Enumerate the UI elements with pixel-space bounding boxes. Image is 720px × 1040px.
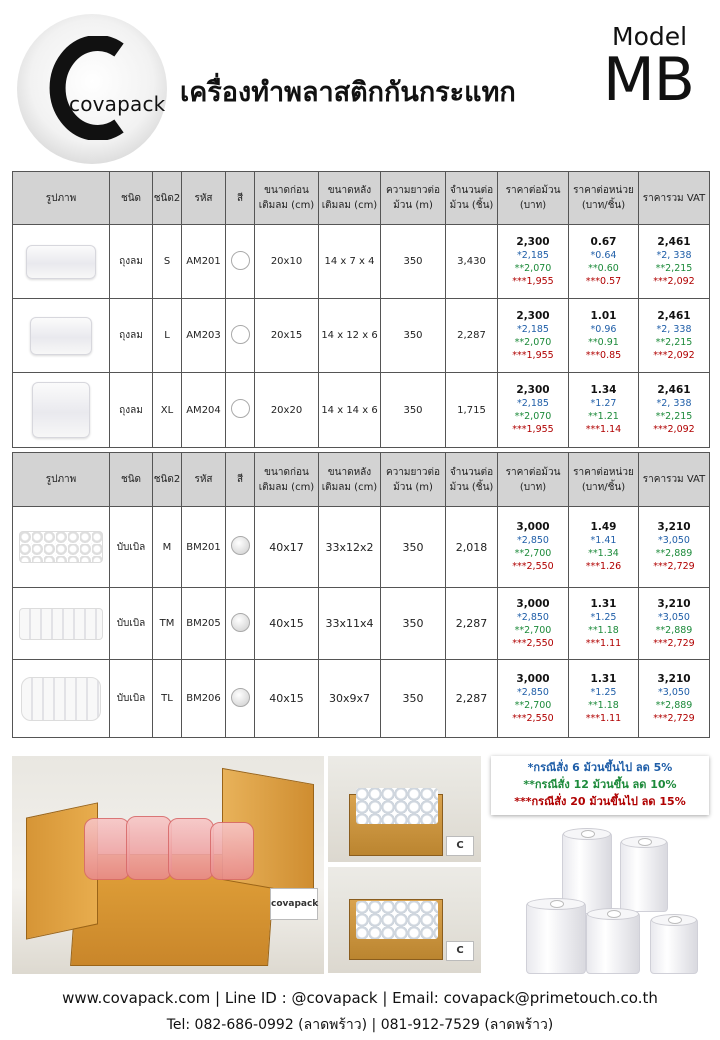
color-cell (226, 660, 255, 738)
type-cell: บับเบิล (110, 588, 153, 660)
price-tier1: *0.96 (590, 323, 617, 335)
before-size-cell: 20x20 (255, 373, 319, 448)
unit-price-cell (569, 373, 639, 448)
product-photo-box-bubble-2: C (328, 867, 481, 973)
header-cell: รูปภาพ (13, 453, 110, 507)
unit-price-cell (569, 507, 639, 588)
header-cell: ชนิด2 (153, 453, 182, 507)
price-tier3: ***2,092 (653, 275, 695, 287)
price-tier2: **2,700 (514, 548, 552, 559)
roll-price-cell (498, 225, 569, 299)
before-size-cell: 40x17 (255, 507, 319, 588)
price-base: 3,000 (516, 597, 550, 610)
price-tier1: *3,050 (658, 686, 690, 698)
type2-cell: TM (153, 588, 182, 660)
price-base: 0.67 (590, 235, 617, 248)
price-tier3: ***1.26 (585, 561, 622, 572)
type-cell: ถุงลม (110, 373, 153, 448)
logo-text: covapack (69, 92, 166, 116)
price-tier1: *2,185 (517, 323, 549, 335)
header-cell: ชนิด (110, 453, 153, 507)
roll-price-cell (498, 299, 569, 373)
product-image (13, 225, 110, 299)
price-tier2: **1.21 (588, 411, 619, 422)
header-cell: ราคาต่อม้วน (บาท) (498, 172, 569, 225)
color-swatch (231, 613, 250, 632)
price-tier1: *2, 338 (656, 323, 692, 335)
header-cell: จำนวนต่อ ม้วน (ชิ้น) (446, 172, 498, 225)
color-cell (226, 299, 255, 373)
header-cell: ชนิด2 (153, 172, 182, 225)
price-tier2: **2,889 (655, 624, 693, 636)
type2-cell: L (153, 299, 182, 373)
price-tier3: ***2,092 (653, 349, 695, 361)
color-swatch (231, 251, 250, 270)
pieces-cell: 2,287 (446, 299, 498, 373)
price-tier2: **2,700 (514, 699, 552, 711)
header-cell: ความยาวต่อ ม้วน (m) (381, 453, 446, 507)
header-cell: ขนาดก่อน เติมลม (cm) (255, 453, 319, 507)
pieces-cell: 2,287 (446, 660, 498, 738)
price-base: 2,300 (516, 235, 550, 248)
header-cell: ราคารวม VAT (639, 453, 710, 507)
price-tier2: **2,889 (655, 548, 693, 559)
bubble-table (12, 452, 710, 738)
product-photo-box-pink (12, 756, 324, 974)
after-size-cell: 33x12x2 (319, 507, 381, 588)
roll-price-cell (498, 373, 569, 448)
price-base: 3,210 (657, 672, 691, 685)
price-tier2: **2,215 (655, 336, 693, 348)
discount-box (491, 756, 709, 815)
header-cell: ราคาต่อหน่วย (บาท/ชิ้น) (569, 172, 639, 225)
product-photo-box-bubble-1: C (328, 756, 481, 862)
table-row (13, 373, 710, 448)
before-size-cell: 20x15 (255, 299, 319, 373)
price-tier2: **1.34 (588, 548, 619, 559)
price-tier3: ***2,729 (653, 561, 695, 572)
vat-price-cell (639, 660, 710, 738)
price-tier2: **1.18 (588, 699, 619, 711)
header-cell: ราคารวม VAT (639, 172, 710, 225)
price-tier1: *1.41 (590, 535, 617, 546)
price-tier2: **0.91 (588, 336, 619, 348)
after-size-cell: 33x11x4 (319, 588, 381, 660)
price-tier3: ***1,955 (512, 275, 554, 287)
product-image (13, 299, 110, 373)
length-cell: 350 (381, 660, 446, 738)
header-cell: ความยาวต่อ ม้วน (m) (381, 172, 446, 225)
unit-price-cell (569, 299, 639, 373)
code-cell: BM206 (182, 660, 226, 738)
model-value: MB (603, 45, 694, 115)
color-swatch (231, 399, 250, 418)
product-image (13, 507, 110, 588)
price-tier1: *2, 338 (656, 249, 692, 261)
price-tier2: **2,700 (514, 624, 552, 636)
price-tier2: **0.60 (588, 262, 619, 274)
logo-badge (17, 14, 167, 164)
price-base: 3,210 (657, 597, 691, 610)
color-cell (226, 588, 255, 660)
vat-price-cell (639, 507, 710, 588)
price-tier2: **2,215 (655, 411, 693, 422)
model-label: Model (612, 22, 688, 51)
header-cell: ราคาต่อม้วน (บาท) (498, 453, 569, 507)
length-cell: 350 (381, 299, 446, 373)
table-row (13, 225, 710, 299)
price-tier3: ***0.85 (585, 349, 622, 361)
type2-cell: TL (153, 660, 182, 738)
product-image (13, 373, 110, 448)
type-cell: ถุงลม (110, 225, 153, 299)
price-tier2: **2,070 (514, 262, 552, 274)
pieces-cell: 2,018 (446, 507, 498, 588)
color-cell (226, 373, 255, 448)
color-swatch (231, 688, 250, 707)
price-base: 1.34 (590, 384, 617, 396)
length-cell: 350 (381, 588, 446, 660)
header-cell: สี (226, 453, 255, 507)
header-cell: รหัส (182, 172, 226, 225)
price-tier1: *1.27 (590, 398, 617, 409)
type-cell: บับเบิล (110, 507, 153, 588)
vat-price-cell (639, 225, 710, 299)
table-header-row (13, 172, 710, 225)
price-tier1: *1.25 (590, 686, 617, 698)
vat-price-cell (639, 373, 710, 448)
price-tier3: ***1,955 (512, 349, 554, 361)
table-row (13, 660, 710, 738)
header-cell: ขนาดหลัง เติมลม (cm) (319, 453, 381, 507)
page-title: เครื่องทำพลาสติกกันกระแทก (180, 77, 516, 108)
price-tier1: *2,185 (517, 398, 549, 409)
discount-tier1: *กรณีสั่ง 6 ม้วนขึ้นไป ลด 5% (527, 761, 673, 774)
price-base: 2,461 (657, 309, 691, 322)
before-size-cell: 40x15 (255, 588, 319, 660)
header-cell: จำนวนต่อ ม้วน (ชิ้น) (446, 453, 498, 507)
pieces-cell: 1,715 (446, 373, 498, 448)
header-cell: รหัส (182, 453, 226, 507)
price-tier3: ***1.11 (585, 712, 622, 724)
color-cell (226, 507, 255, 588)
header-cell: สี (226, 172, 255, 225)
pieces-cell: 2,287 (446, 588, 498, 660)
code-cell: BM205 (182, 588, 226, 660)
after-size-cell: 30x9x7 (319, 660, 381, 738)
price-tier1: *2,185 (517, 249, 549, 261)
table-header-row (13, 453, 710, 507)
header-cell: รูปภาพ (13, 172, 110, 225)
type-cell: บับเบิล (110, 660, 153, 738)
price-tier1: *3,050 (658, 611, 690, 623)
price-tier3: ***1.11 (585, 637, 622, 649)
price-tier3: ***2,729 (653, 637, 695, 649)
color-swatch (231, 325, 250, 344)
vat-price-cell (639, 299, 710, 373)
color-swatch (231, 536, 250, 555)
header-cell: ชนิด (110, 172, 153, 225)
price-tier3: ***2,092 (653, 424, 695, 435)
product-image (13, 588, 110, 660)
price-tier1: *2,850 (517, 686, 549, 698)
price-tier2: **2,889 (655, 699, 693, 711)
price-tier1: *3,050 (658, 535, 690, 546)
price-base: 1.49 (590, 521, 617, 533)
code-cell: AM203 (182, 299, 226, 373)
pieces-cell: 3,430 (446, 225, 498, 299)
type-cell: ถุงลม (110, 299, 153, 373)
footer-contact: www.covapack.com | Line ID : @covapack | Email: covapack@primetouch.co.th (62, 989, 658, 1007)
price-tier3: ***2,550 (512, 712, 554, 724)
photo-logo-card: covapack (270, 888, 318, 920)
table-row (13, 588, 710, 660)
length-cell: 350 (381, 507, 446, 588)
type2-cell: M (153, 507, 182, 588)
code-cell: AM201 (182, 225, 226, 299)
air-bag-table (12, 171, 710, 448)
footer-phone: Tel: 082-686-0992 (ลาดพร้าว) | 081-912-7529 (ลาดพร้าว) (166, 1017, 554, 1033)
price-base: 2,461 (657, 235, 691, 248)
unit-price-cell (569, 588, 639, 660)
price-base: 2,300 (516, 309, 550, 322)
price-tier1: *1.25 (590, 611, 617, 623)
logo-c-icon (49, 36, 129, 140)
header-cell: ราคาต่อหน่วย (บาท/ชิ้น) (569, 453, 639, 507)
after-size-cell: 14 x 12 x 6 (319, 299, 381, 373)
unit-price-cell (569, 660, 639, 738)
roll-price-cell (498, 507, 569, 588)
product-image (13, 660, 110, 738)
table-row (13, 507, 710, 588)
roll-price-cell (498, 660, 569, 738)
roll-price-cell (498, 588, 569, 660)
before-size-cell: 20x10 (255, 225, 319, 299)
price-tier3: ***2,550 (512, 561, 554, 572)
price-tier3: ***2,729 (653, 712, 695, 724)
price-tier1: *0.64 (590, 249, 617, 261)
price-base: 2,300 (516, 384, 550, 396)
discount-tier2: **กรณีสั่ง 12 ม้วนขึ้น ลด 10% (523, 778, 677, 791)
discount-tier3: ***กรณีสั่ง 20 ม้วนขึ้นไป ลด 15% (514, 795, 686, 808)
price-tier2: **2,215 (655, 262, 693, 274)
price-tier1: *2,850 (517, 611, 549, 623)
header-cell: ขนาดหลัง เติมลม (cm) (319, 172, 381, 225)
price-base: 1.01 (590, 309, 617, 322)
price-base: 1.31 (590, 597, 617, 610)
price-base: 3,000 (516, 672, 550, 685)
color-cell (226, 225, 255, 299)
unit-price-cell (569, 225, 639, 299)
price-tier1: *2,850 (517, 535, 549, 546)
price-tier3: ***1.14 (585, 424, 622, 435)
type2-cell: S (153, 225, 182, 299)
code-cell: BM201 (182, 507, 226, 588)
code-cell: AM204 (182, 373, 226, 448)
price-tier2: **1.18 (588, 624, 619, 636)
length-cell: 350 (381, 373, 446, 448)
price-base: 3,000 (516, 521, 550, 533)
price-tier3: ***1,955 (512, 424, 554, 435)
price-tier2: **2,070 (514, 411, 552, 422)
price-base: 3,210 (657, 521, 691, 533)
after-size-cell: 14 x 7 x 4 (319, 225, 381, 299)
header-cell: ขนาดก่อน เติมลม (cm) (255, 172, 319, 225)
vat-price-cell (639, 588, 710, 660)
price-tier2: **2,070 (514, 336, 552, 348)
table-row (13, 299, 710, 373)
price-tier1: *2, 338 (656, 398, 692, 409)
after-size-cell: 14 x 14 x 6 (319, 373, 381, 448)
length-cell: 350 (381, 225, 446, 299)
price-base: 1.31 (590, 672, 617, 685)
price-tier3: ***2,550 (512, 637, 554, 649)
before-size-cell: 40x15 (255, 660, 319, 738)
price-tier3: ***0.57 (585, 275, 622, 287)
price-base: 2,461 (657, 384, 691, 396)
type2-cell: XL (153, 373, 182, 448)
